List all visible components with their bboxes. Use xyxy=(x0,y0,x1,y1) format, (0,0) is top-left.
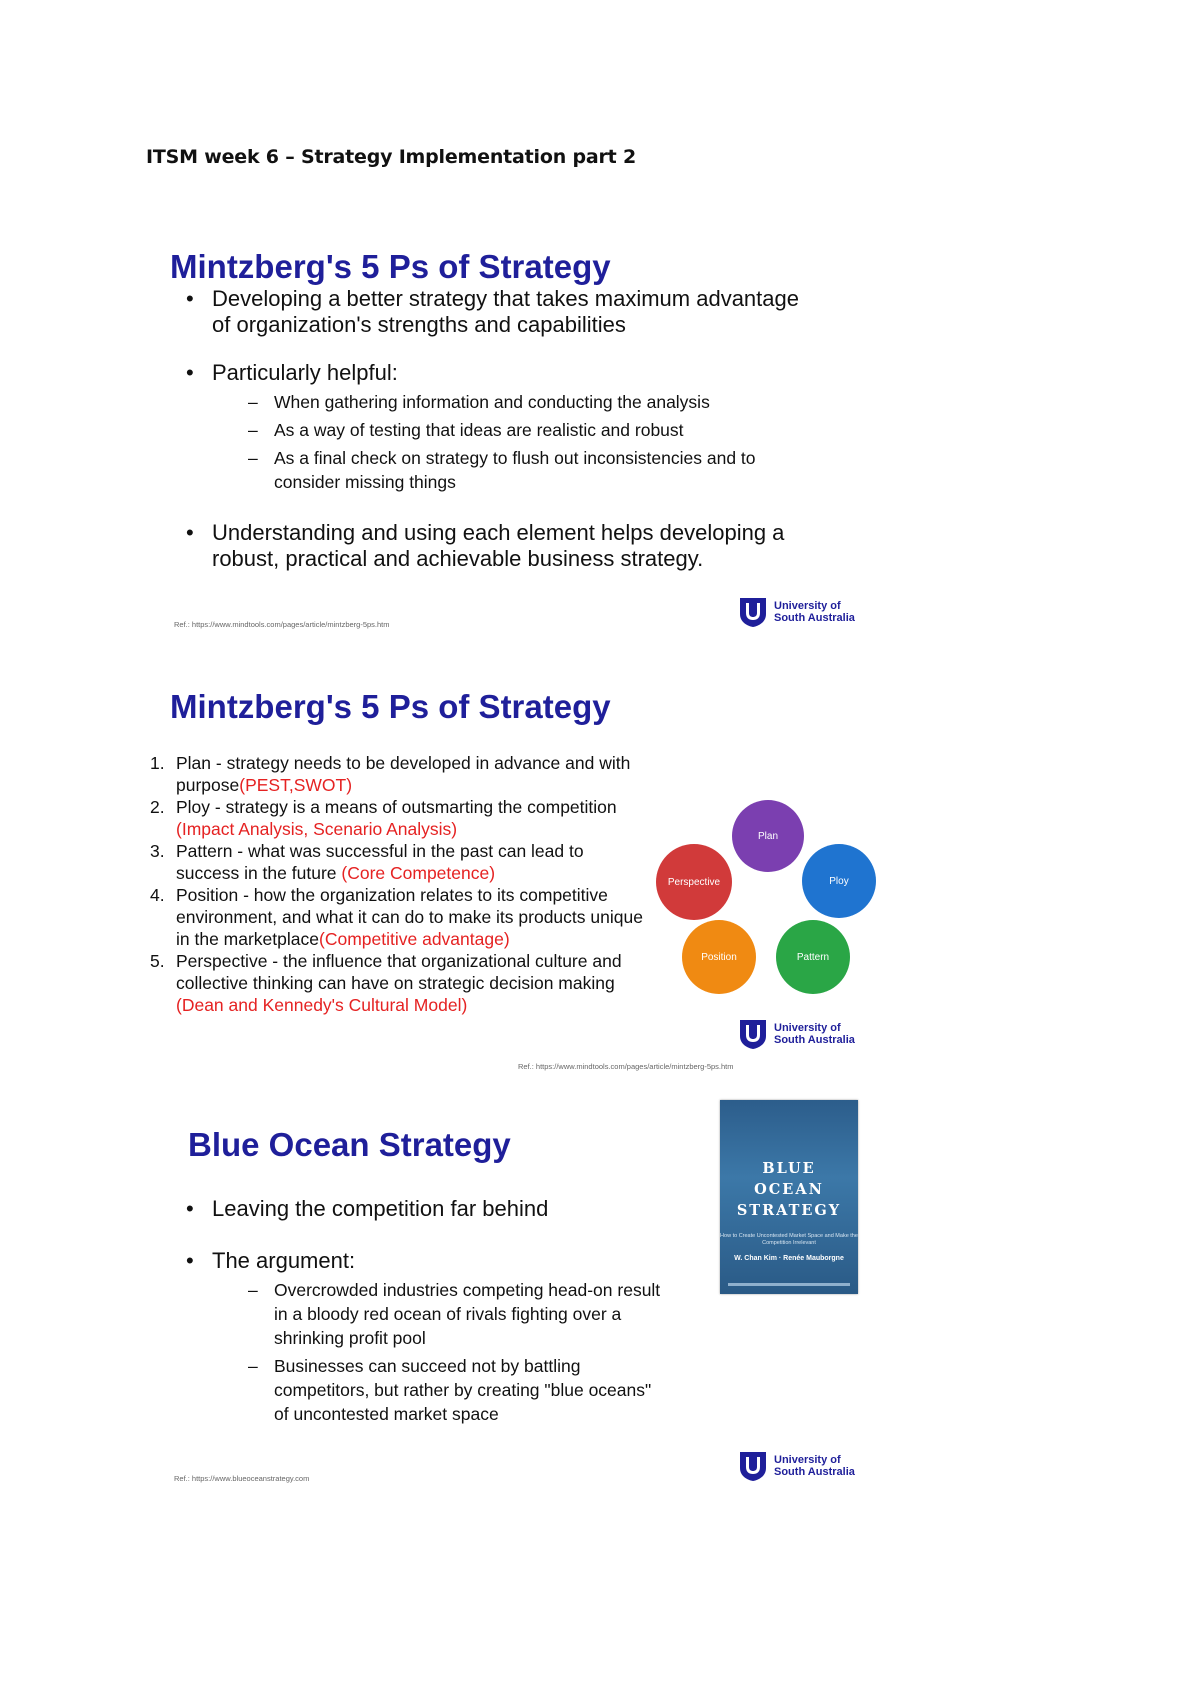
logo-text-line1: University of xyxy=(774,1022,841,1034)
logo-text-line1: University of xyxy=(774,600,841,612)
list-item: 2. Ploy - strategy is a means of outsmarting the competition (Impact Analysis, Scenario Analysis) xyxy=(150,797,617,839)
sub-bullet-item: – Overcrowded industries competing head-on result in a bloody red ocean of rivals fighting over a shrinking profit pool xyxy=(244,1278,664,1350)
unisa-logo xyxy=(738,596,855,628)
logo-text-line1: University of xyxy=(774,1454,841,1466)
document-heading: ITSM week 6 – Strategy Implementation part 2 xyxy=(146,146,636,168)
book-cover-image xyxy=(720,1100,858,1294)
circle-position: Position xyxy=(682,920,756,994)
sub-bullet-item: – As a final check on strategy to flush out inconsistencies and to consider missing things xyxy=(244,446,800,494)
book-title-line: BLUE xyxy=(762,1160,816,1177)
list-item: 1. Plan - strategy needs to be developed in advance and with purpose(PEST,SWOT) xyxy=(150,753,631,795)
book-strip xyxy=(728,1283,850,1286)
unisa-logo xyxy=(738,1018,855,1050)
list-item: 4. Position - how the organization relates to its competitive environment, and what it can do to make its products unique in the marketplace(Competitive advantage) xyxy=(150,885,643,949)
reference-text: Ref.: https://www.mindtools.com/pages/article/mintzberg-5ps.htm xyxy=(174,620,390,629)
logo-text-line2: South Australia xyxy=(774,1034,855,1046)
list-item: 3. Pattern - what was successful in the past can lead to success in the future (Core Competence) xyxy=(150,841,584,883)
logo-text-line2: South Australia xyxy=(774,1466,855,1478)
unisa-shield-icon xyxy=(738,1018,768,1050)
book-subtitle: How to Create Uncontested Market Space and Make the Competition Irrelevant xyxy=(720,1233,858,1246)
bullet-item: • Particularly helpful: – When gathering information and conducting the analysis – As a way of testing that ideas are realistic and robust – As a final check on strategy to flush out inconsistencies and to consider missing things xyxy=(180,360,800,494)
sub-bullet-item: – When gathering information and conducting the analysis xyxy=(244,390,800,414)
bullet-item: • Developing a better strategy that takes maximum advantage of organization's strengths and capabilities xyxy=(180,286,800,338)
list-item: 5. Perspective - the influence that organizational culture and collective thinking can have on strategic decision making (Dean and Kennedy's Cultural Model) xyxy=(150,951,622,1015)
slide-title: Mintzberg's 5 Ps of Strategy xyxy=(170,688,611,725)
circle-ploy: Ploy xyxy=(802,844,876,918)
bullet-item: • Understanding and using each element helps developing a robust, practical and achievable business strategy. xyxy=(180,520,800,572)
slide-mintzberg-5ps xyxy=(150,680,870,1080)
book-title-line: OCEAN xyxy=(754,1181,824,1198)
bullet-list xyxy=(180,286,800,572)
unisa-logo xyxy=(738,1450,855,1482)
circle-perspective: Perspective xyxy=(656,844,732,920)
circle-plan: Plan xyxy=(732,800,804,872)
unisa-shield-icon xyxy=(738,596,768,628)
reference-text: Ref.: https://www.blueoceanstrategy.com xyxy=(174,1474,310,1483)
slide-title: Mintzberg's 5 Ps of Strategy xyxy=(170,248,611,285)
sub-bullet-list xyxy=(244,390,800,494)
book-title-line: STRATEGY xyxy=(736,1202,842,1219)
unisa-shield-icon xyxy=(738,1450,768,1482)
book-authors: W. Chan Kim · Renée Mauborgne xyxy=(734,1255,844,1262)
sub-bullet-item: – As a way of testing that ideas are realistic and robust xyxy=(244,418,800,442)
five-ps-list xyxy=(150,752,650,1016)
bullet-item: • The argument: – Overcrowded industries competing head-on result in a bloody red ocean of rivals fighting over a shrinking profit pool – Businesses can succeed not by battling competitors, but rather by creating "blue oceans" of uncontested market space xyxy=(180,1248,650,1426)
slide-mintzberg-intro xyxy=(150,240,870,630)
sub-bullet-list xyxy=(244,1278,664,1426)
slide-title: Blue Ocean Strategy xyxy=(188,1126,511,1163)
bullet-item: • Leaving the competition far behind xyxy=(180,1196,650,1222)
bullet-list xyxy=(180,1196,661,1426)
logo-text-line2: South Australia xyxy=(774,612,855,624)
five-ps-cycle-diagram xyxy=(660,800,880,1030)
circle-pattern: Pattern xyxy=(776,920,850,994)
reference-text: Ref.: https://www.mindtools.com/pages/article/mintzberg-5ps.htm xyxy=(518,1062,734,1071)
slide-blue-ocean xyxy=(150,1100,870,1520)
sub-bullet-item: – Businesses can succeed not by battling competitors, but rather by creating "blue oceans" of uncontested market space xyxy=(244,1354,664,1426)
